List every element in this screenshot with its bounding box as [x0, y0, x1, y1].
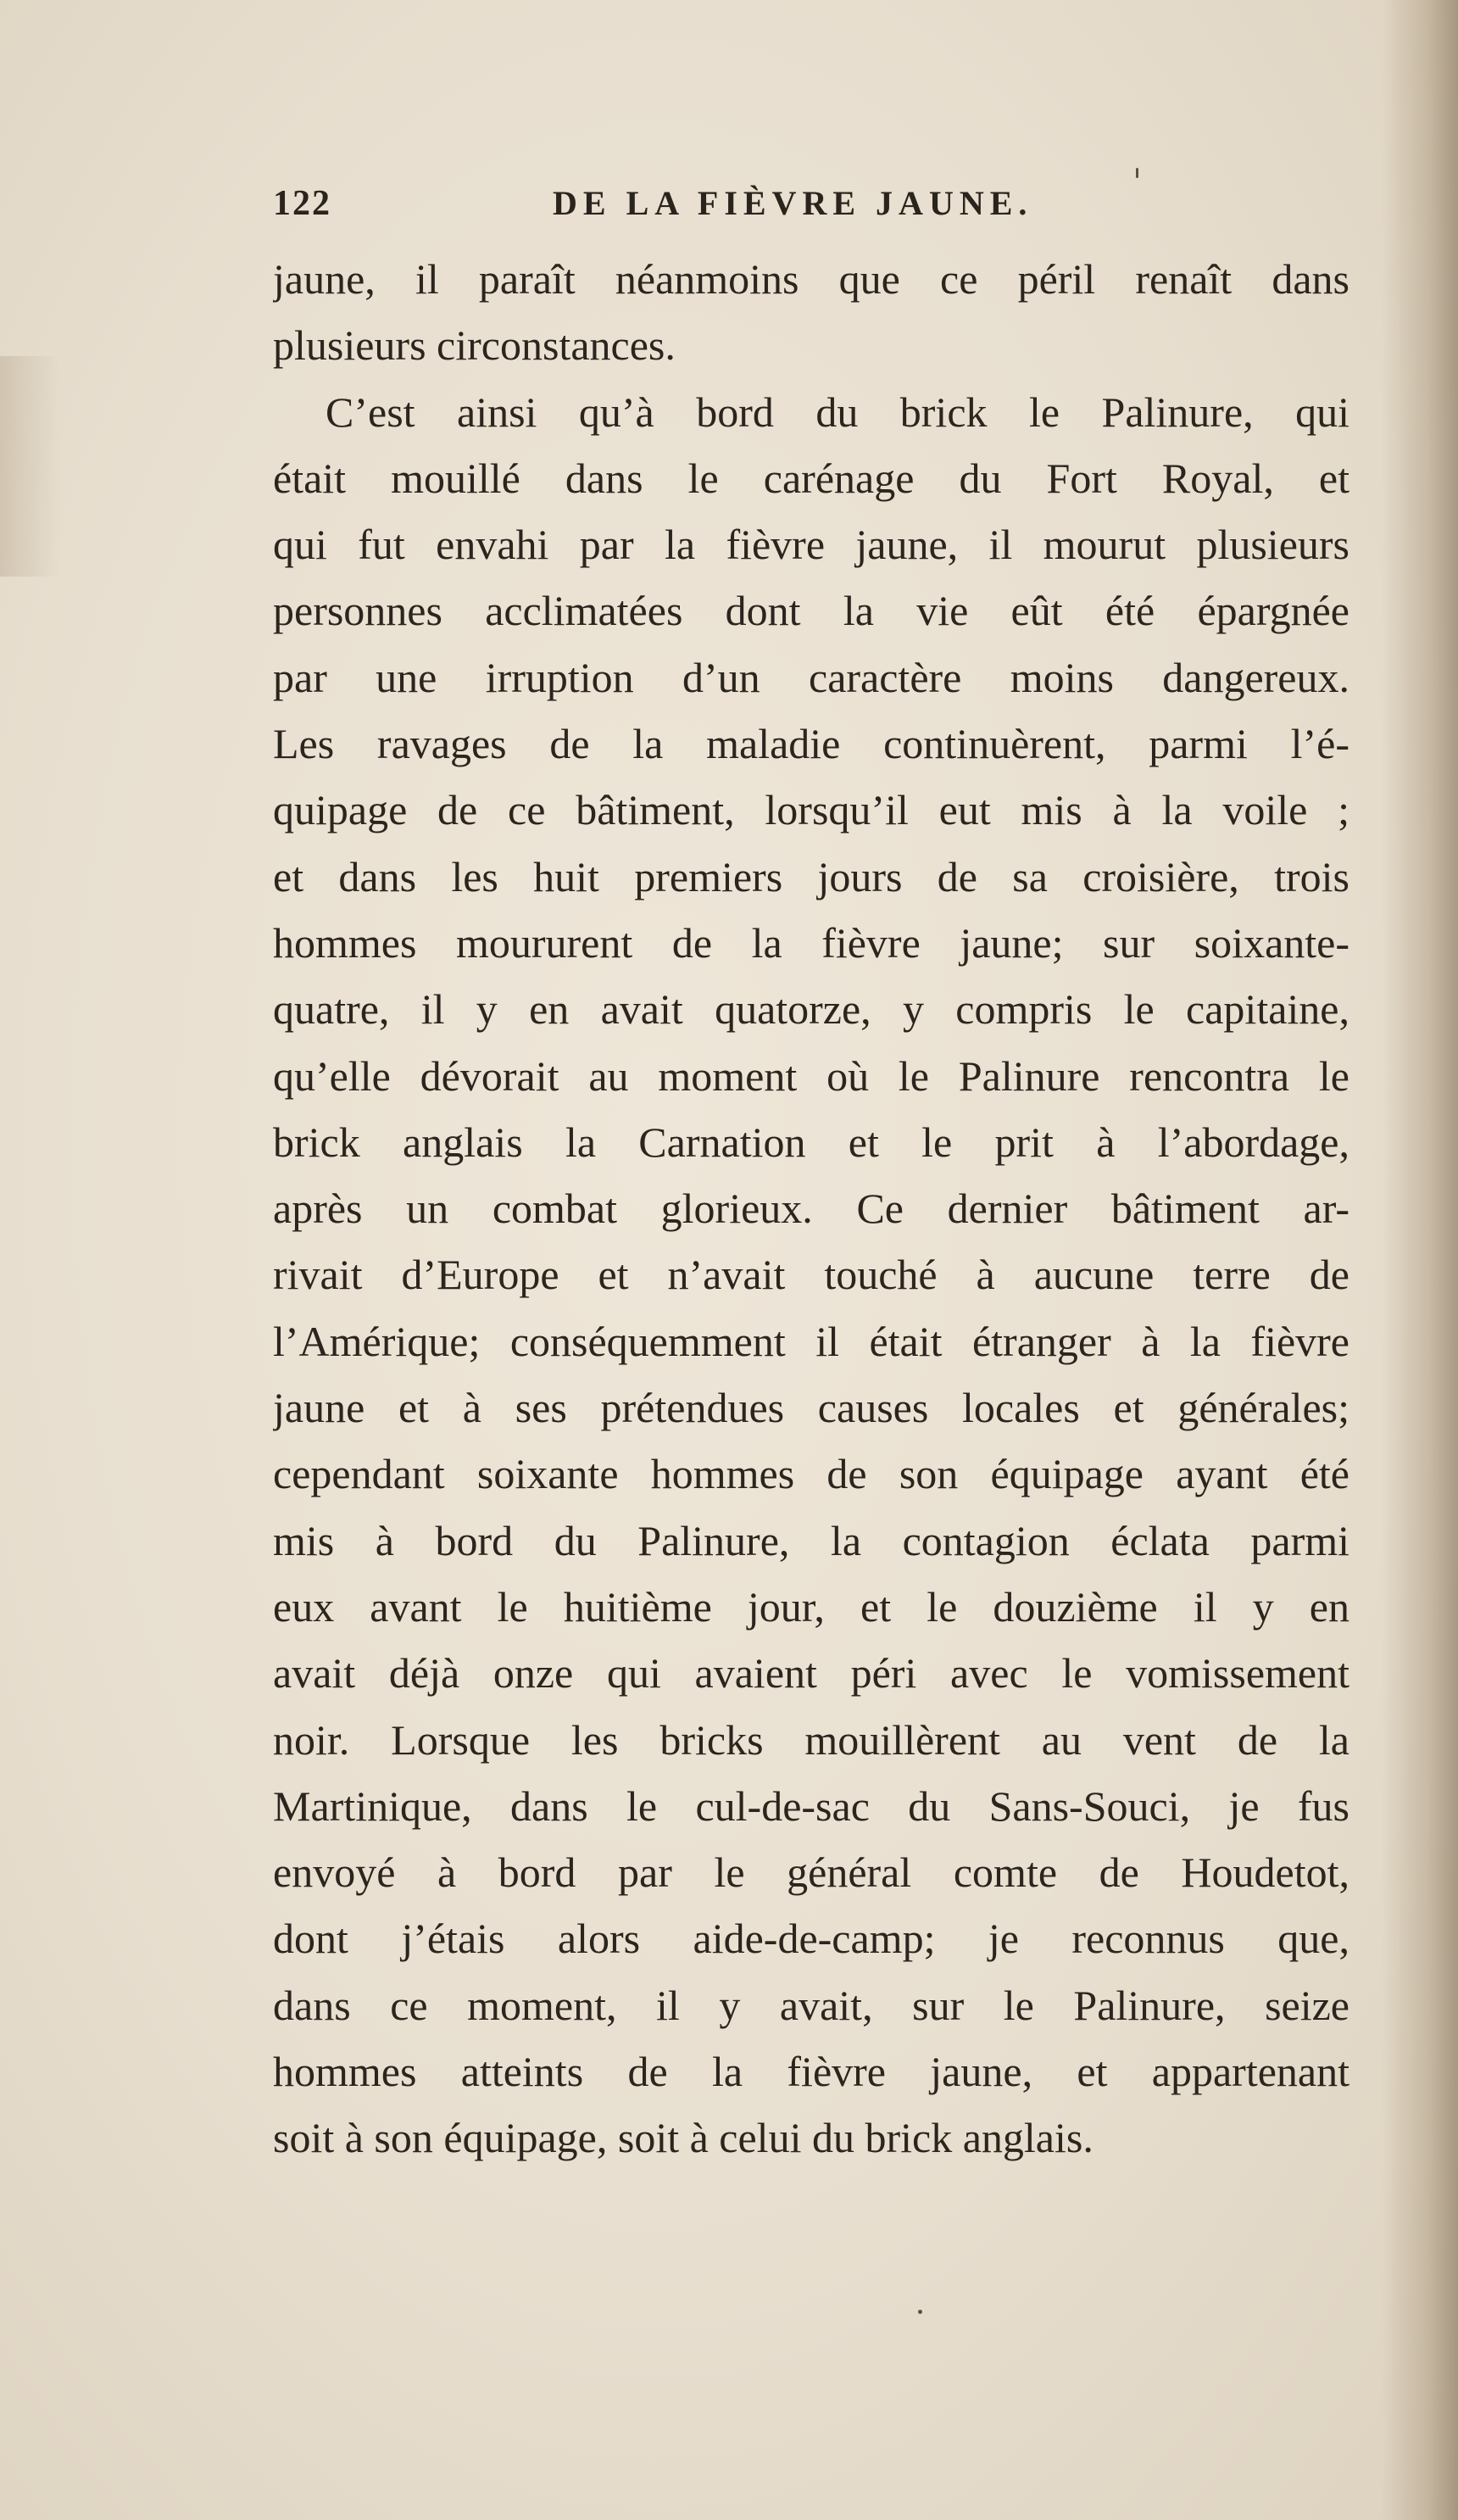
text-line: qu’elle dévorait au moment où le Palinure rencontra le [273, 1051, 1349, 1100]
text-line: noir. Lorsque les bricks mouillèrent au vent de la [273, 1715, 1349, 1764]
text-line: Martinique, dans le cul-de-sac du Sans-Souci, je fus [273, 1781, 1349, 1830]
paragraph-first-line: C’est ainsi qu’à bord du brick le Palinure, qui [326, 387, 1349, 436]
binding-shadow [1382, 0, 1458, 2520]
text-line: par une irruption d’un caractère moins dangereux. [273, 653, 1349, 701]
text-line: quatre, il y en avait quatorze, y compris le capitaine, [273, 985, 1349, 1034]
text-line: jaune, il paraît néanmoins que ce péril renaît dans [273, 255, 1349, 303]
text-line: eux avant le huitième jour, et le douzième il y en [273, 1582, 1349, 1631]
text-line: hommes moururent de la fièvre jaune; sur soixante- [273, 918, 1349, 967]
text-line: mis à bord du Palinure, la contagion éclata parmi [273, 1516, 1349, 1564]
text-line: dans ce moment, il y avait, sur le Palinure, seize [273, 1981, 1349, 2029]
text-line: rivait d’Europe et n’avait touché à aucune terre de [273, 1251, 1349, 1299]
text-line: personnes acclimatées dont la vie eût été épargnée [273, 587, 1349, 635]
body-text [273, 246, 1349, 2172]
paper-speck [918, 2310, 922, 2314]
text-line: cependant soixante hommes de son équipage ayant été [273, 1450, 1349, 1498]
running-title: DE LA FIÈVRE JAUNE. [553, 184, 1033, 222]
text-line: plusieurs circonstances. [273, 321, 676, 370]
text-line: qui fut envahi par la fièvre jaune, il mourut plusieurs [273, 521, 1349, 569]
text-line: l’Amérique; conséquemment il était étranger à la fièvre [273, 1317, 1349, 1365]
page-edge-stain [0, 356, 59, 577]
text-line: était mouillé dans le carénage du Fort Royal, et [273, 454, 1349, 502]
text-line: Les ravages de la maladie continuèrent, parmi l’é- [273, 720, 1349, 768]
text-line: quipage de ce bâtiment, lorsqu’il eut mis à la voile ; [273, 786, 1349, 834]
text-line: avait déjà onze qui avaient péri avec le vomissement [273, 1649, 1349, 1698]
text-line: soit à son équipage, soit à celui du brick anglais. [273, 2114, 1094, 2162]
text-line: dont j’étais alors aide-de-camp; je reconnus que, [273, 1915, 1349, 1963]
paper-speck [1136, 168, 1138, 178]
text-line: jaune et à ses prétendues causes locales et générales; [273, 1384, 1349, 1432]
text-line: brick anglais la Carnation et le prit à l’abordage, [273, 1118, 1349, 1166]
page-number: 122 [273, 184, 331, 223]
text-line: hommes atteints de la fièvre jaune, et appartenant [273, 2048, 1349, 2096]
running-head [273, 183, 1121, 234]
text-line: après un combat glorieux. Ce dernier bâtiment ar- [273, 1185, 1349, 1233]
text-line: et dans les huit premiers jours de sa croisière, trois [273, 852, 1349, 900]
text-line: envoyé à bord par le général comte de Houdetot, [273, 1848, 1349, 1897]
